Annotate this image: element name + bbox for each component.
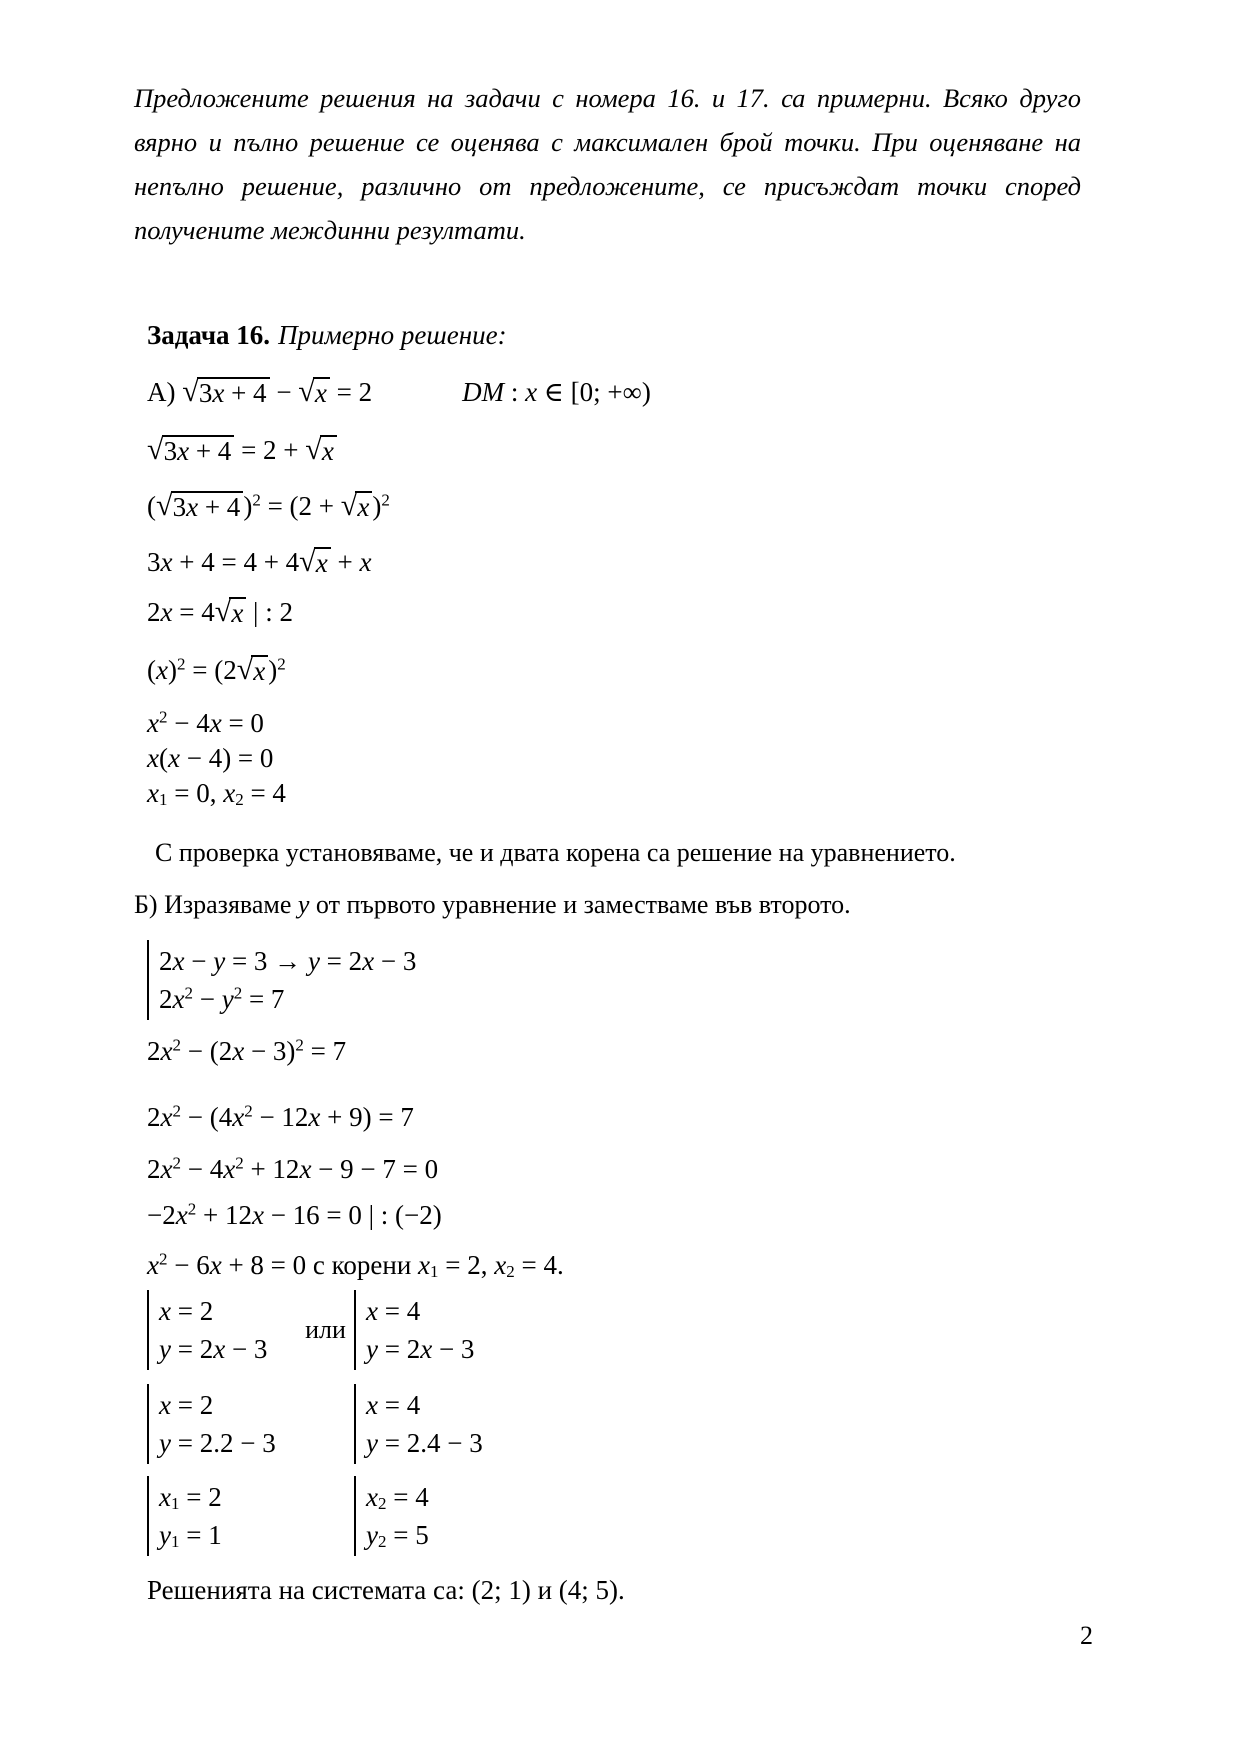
system-row: y = 2.4 − 3 xyxy=(366,1428,483,1458)
system-row: y = 2.2 − 3 xyxy=(159,1428,276,1458)
equation-a-step-3: 3x + 4 = 4 + 4 √ x + x xyxy=(147,544,372,578)
equation-a-given: А) √ 3x + 4 − √ x = 2 DM : x ∈ [0; +∞) xyxy=(147,374,651,408)
task16-heading xyxy=(147,317,1081,353)
system-pair-1 xyxy=(147,1290,1081,1370)
system-row: $y_1 = 1$ xyxy=(159,1520,222,1552)
system-row: $x_1 = 2$ xyxy=(159,1482,222,1514)
system-row: y = 2x − 3 xyxy=(366,1334,475,1364)
equation-b-step-4: $-2x^2 + 12x - 16 = 0$ | : (−2) xyxy=(147,1199,442,1230)
system-row: x = 4 xyxy=(366,1390,421,1420)
system-pair-2 xyxy=(147,1384,1081,1464)
system-pair-2-left xyxy=(147,1384,297,1464)
task16-heading-label: Задача 16. xyxy=(147,320,271,350)
equation-b-step-2: $2x^2 - (4x^2 - 12x + 9) = 7$ xyxy=(147,1101,414,1132)
equation-a-step-7: x(x − 4) = 0 xyxy=(147,743,274,773)
system-row: y = 2x − 3 xyxy=(159,1334,268,1364)
equation-b-step-3: $2x^2 - 4x^2 + 12x - 9 - 7 = 0$ xyxy=(147,1153,439,1184)
task16-heading-subtitle: Примерно решение: xyxy=(278,320,507,350)
check-statement: С проверка установяваме, че и двата корена са решение на уравнението. xyxy=(155,838,956,867)
intro-paragraph: Предложените решения на задачи с номера 16. и 17. са примерни. Всяко друго вярно и пълно решение се оценява с максимален брой точки. При оценяване на непълно решение, различно от предложените, се присъждат точки според получените междинни резултати. xyxy=(134,83,1081,245)
equation-b-step-1: $2x^2 - (2x - 3)^2 = 7$ xyxy=(147,1035,347,1066)
system-row: x = 2 xyxy=(159,1390,214,1420)
conclusion-statement: Решенията на системата са: (2; 1) и (4; 5). xyxy=(147,1575,625,1605)
system-pair-3-right xyxy=(354,1476,429,1556)
system-row: $x_2 = 4$ xyxy=(366,1482,429,1514)
equation-a-step-5: $(x)^2 = (2$ √ x )$^2$ xyxy=(147,652,286,686)
or-label: или xyxy=(305,1315,346,1344)
equation-b-step-5: $x^2 - 6x + 8 = 0$ с корени $x_1 = 2$, $x_2 = 4$. xyxy=(147,1249,564,1282)
system-row: x = 2 xyxy=(159,1296,214,1326)
system-original-row-1: 2x − y = 3 → y = 2x − 3 xyxy=(159,946,417,976)
page-number: 2 xyxy=(1080,1621,1093,1650)
system-original xyxy=(147,940,416,1020)
equation-a-step-4: 2x = 4 √ x | : 2 xyxy=(147,594,293,628)
system-row: x = 4 xyxy=(366,1296,421,1326)
system-pair-3-left xyxy=(147,1476,297,1556)
part-b-heading: Б) Изразяваме y от първото уравнение и заместваме във второто. xyxy=(134,890,851,919)
equation-a-step-2: ( √ 3x + 4 )$^2$ = (2 + √ x )$^2$ xyxy=(147,488,390,522)
system-pair-1-left xyxy=(147,1290,297,1370)
equation-a-roots: $x_1 = 0$, $x_2 = 4$ xyxy=(147,778,286,810)
system-pair-2-right xyxy=(354,1384,483,1464)
system-original-wrap xyxy=(147,940,1081,1020)
system-pair-3 xyxy=(147,1476,1081,1556)
system-row: $y_2 = 5$ xyxy=(366,1520,429,1552)
system-pair-1-right xyxy=(354,1290,474,1370)
system-original-row-2: $2x^2 - y^2 = 7$ xyxy=(159,983,285,1014)
document-content xyxy=(134,0,1081,1610)
equation-a-step-1: √ 3x + 4 = 2 + √ x xyxy=(147,430,1081,470)
equation-a-step-6: $x^2 - 4x = 0$ xyxy=(147,707,264,738)
